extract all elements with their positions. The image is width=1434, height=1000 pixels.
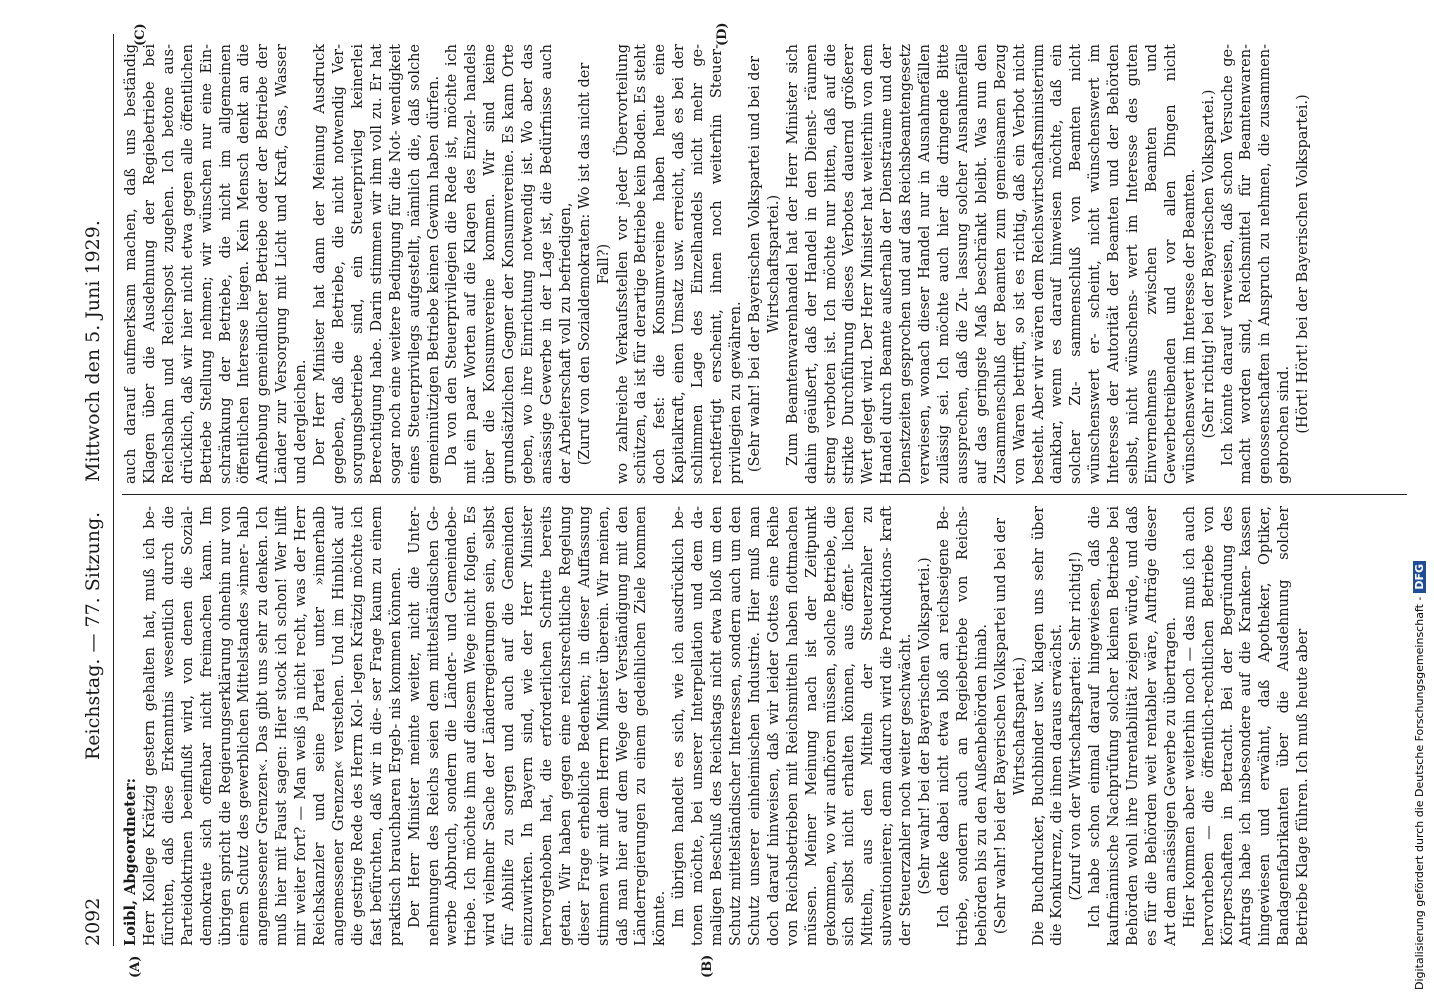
interjection: (Zuruf von der Wirtschaftspartei: Sehr richtig!) <box>1068 551 1085 901</box>
dfg-logo: DFG <box>1413 561 1426 593</box>
digitization-watermark <box>1412 0 1434 1000</box>
paragraph: Der Herr Minister meinte weiter, nicht die Unter- nehmungen des Reichs seien dem mittelständischen Ge- werbe Abbruch, sondern die Länder- und Gemeindebe- triebe. Ich möchte ihm auf diesem Wege nicht folgen. Es wird vielmehr Sache der Länderregierungen sein, selbst für Abhilfe zu sorgen und auch auf die Gemeinden einzuwirken. In Bayern sind, wie der Herr Minister hervorgehoben hat, die erforderlichen Schritte bereits getan. Wir haben gegen eine reichsrechtliche Regelung dieser Frage erhebliche Bedenken; in dieser Auffassung stimmen wir mit dem Herrn Minister überein. Wir meinen, daß man hier auf dem Wege der Verständigung mit den Länderregierungen zu einem gedeihlichen Ziele kommen könnte. <box>406 506 669 946</box>
column-divider <box>122 494 1407 495</box>
paragraph: Im übrigen handelt es sich, wie ich ausdrücklich be- tonen möchte, bei unserer Interpellation und dem da- maligen Beschluß des Reichstags nicht etwa bloß um den Schutz mittelständischer Interessen, sondern auch um den Schutz unserer einheimischen Industrie. Hier muß man doch darauf hinweisen, daß wir leider Gottes eine Reihe von Reichsbetrieben mit Reichsmitteln haben flottmachen müssen. Meiner Meinung nach ist der Zeitpunkt gekommen, wo wir aufhören müssen, solche Betriebe, die sich selbst nicht erhalten können, aus öffent- lichen Mitteln, aus den Mitteln der Steuerzahler zu subventionieren; denn dadurch wird die Produktions- kraft der Steuerzahler noch weiter geschwächt. <box>671 506 915 946</box>
interjection: (Sehr wahr! bei der Bayerischen Volkspartei.) <box>917 557 934 895</box>
margin-mark-d: (D) <box>715 22 730 46</box>
header-rule <box>113 34 114 946</box>
right-running-title: Mittwoch den 5. Juni 1929. <box>82 220 104 482</box>
paragraph: Hier kommen aber weiterhin noch — das muß ich auch hervorheben — die öffentlich-rechtlichen Betriebe von Körperschaften in Betracht. Bei der Begründung des Antrags habe ich insbesondere auf die Kranken- kassen hingewiesen und erwähnt, daß Apotheker, Optiker, Bandagenfabrikanten über die Ausdehnung solcher Betriebe Klage führen. Ich muß heute aber <box>1181 506 1312 946</box>
interjection: (Sehr wahr! bei der Bayerischen Volkspartei und bei der Wirtschaftspartei.) <box>746 55 782 473</box>
paragraph: Der Herr Minister hat dann der Meinung Ausdruck gegeben, daß die Betriebe, die nicht notwendig Ver- sorgungsbetriebe sind, ein Steuerprivileg keinerlei Berechtigung habe. Darin stimmen wir ihm voll zu. Er hat sogar noch eine weitere Bedingung für die Not- wendigkeit eines Steuerprivilegs aufgestellt, nämlich die, daß solche gemeinnützigen Betriebe keinen Gewinn haben dürfen. <box>312 44 442 484</box>
margin-mark-c: (C) <box>133 23 148 46</box>
paragraph: auch darauf aufmerksam machen, daß uns beständig Klagen über die Ausdehnung der Regiebetriebe bei Reichsbahn und Reichspost zugehen. Ich betone aus- drücklich, daß wir hier nicht etwa gegen alle öffentlichen Betriebe Stellung nehmen; wir wünschen nur eine Ein- schränkung der Betriebe, die nicht im allgemeinen öffentlichen Interesse liegen. Kein Mensch denkt an die Aufhebung gemeindlicher Betriebe oder der Betriebe der Länder zur Versorgung mit Licht und Kraft, Gas, Wasser und dergleichen. <box>123 44 310 484</box>
paragraph: Herr Kollege Krätzig gestern gehalten hat, muß ich be- fürchten, daß diese Erkenntnis wesentlich durch die Parteidoktrinen beeinflußt wird, von denen die Sozial- demokratie sich offenbar nicht freimachen kann. Im übrigen spricht die Regierungserklärung ohnehin nur von einem Schutz des gewerblichen Mittelstandes »inner- halb angemessener Grenzen«. Das gibt uns sehr zu denken. Ich muß hier mit Faust sagen: Hier stock ich schon! Wer hilft mir weiter fort? — Man weiß ja nicht recht, was der Herr Reichskanzler und seine Partei unter »innerhalb angemessener Grenzen« verstehen. Und im Hinblick auf die gestrige Rede des Herrn Kol- legen Krätzig möchte ich fast befürchten, daß wir in die- ser Frage kaum zu einem praktisch brauchbaren Ergeb- nis kommen können. <box>141 506 404 946</box>
paragraph: Zum Beamtenwarenhandel hat der Herr Minister sich dahin geäußert, daß der Handel in den Dienst- räumen streng verboten ist. Ich möchte nur bitten, daß auf die strikte Durchführung dieses Verbotes dauernd größerer Wert gelegt wird. Der Herr Minister hat weiterhin von dem Handel durch Beamte außerhalb der Diensträume und der Dienstzeiten gesprochen und auf das Reichsbeamtengesetz verwiesen, wonach dieser Handel nur in Ausnahmefällen zulässig sei. Ich möchte auch hier die dringende Bitte aussprechen, daß die Zu- lassung solcher Ausnahmefälle auf das geringste Maß beschränkt bleibt. Was nun den Zusammenschluß der Beamten zum gemeinsamen Bezug von Waren betrifft, so ist es richtig, daß ein Verbot nicht besteht. Aber wir wären dem Reichswirtschaftsministerium dankbar, wenn es darauf hinweisen möchte, daß ein solcher Zu- sammenschluß von Beamten nicht wünschenswert er- scheint, nicht wünschenswert im Interesse der Autorität der Beamten und der Behörden selbst, nicht wünschens- wert im Interesse des guten Einvernehmens zwischen Beamten und Gewerbetreibenden und vor allen Dingen nicht wünschenswert im Interesse der Beamten. <box>784 44 1198 484</box>
interjection: (Zuruf von den Sozialdemokraten: Wo ist das nicht der Fall?) <box>576 62 612 466</box>
paragraph: wo zahlreiche Verkaufsstellen vor jeder Übervorteilung schützen, da ist für derartige Betriebe kein Boden. Es steht doch fest: die Konsumvereine haben heute eine Kapitalkraft, einen Umsatz usw. erreicht, daß es bei der schlimmen Lage des Einzelhandels nicht mehr ge- rechtfertigt erscheint, ihnen noch weiterhin Steuer- privilegien zu gewähren. <box>614 44 744 484</box>
left-running-title: Reichstag. — 77. Sitzung. <box>82 511 104 760</box>
paragraph: Die Buchdrucker, Buchbinder usw. klagen uns sehr über die Konkurrenz, die ihnen daraus erwächst. <box>1030 506 1066 946</box>
left-text-column <box>122 506 1412 946</box>
interjection: (Sehr wahr! bei der Bayerischen Volkspartei und bei der Wirtschaftspartei.) <box>992 517 1028 935</box>
margin-mark-b: (B) <box>700 954 715 978</box>
page-number: 2092 <box>82 897 104 946</box>
paragraph: Da von den Steuerprivilegien die Rede ist, möchte ich mit ein paar Worten auf die Klagen des Einzel- handels über die Konsumvereine kommen. Wir sind keine grundsätzlichen Gegner der Konsumvereine. Es kann Orte geben, wo ihre Einrichtung notwendig ist. Wo aber das ansässige Gewerbe in der Lage ist, die Bedürfnisse auch der Arbeiterschaft voll zu befriedigen, <box>444 44 574 484</box>
paragraph: Ich denke dabei nicht etwa bloß an reichseigene Be- triebe, sondern auch an Regiebetriebe von Reichs- behörden bis zu den Außenbehörden hinab. <box>935 506 990 946</box>
watermark-text: Digitalisierung gefördert durch die Deutsche Forschungsgemeinschaft - <box>1413 596 1426 990</box>
interjection: (Sehr richtig! bei der Bayerischen Volkspartei.) <box>1200 89 1217 439</box>
interjection: (Hört! Hört! bei der Bayerischen Volkspartei.) <box>1295 94 1312 434</box>
right-text-column <box>122 44 1412 484</box>
paragraph: Ich könnte darauf verweisen, daß schon Versuche ge- macht worden sind, Reichsmittel für Beamtenwaren- genossenschaften in Anspruch zu nehmen, die zusammen- gebrochen sind. <box>1219 44 1293 484</box>
paragraph: Ich habe schon einmal darauf hingewiesen, daß die kaufmännische Nachprüfung solcher kleinen Betriebe bei Behörden wohl ihre Unrentabilität zeigen würde, und daß es für die Behörden weit rentabler wäre, Aufträge dieser Art dem ansässigen Gewerbe zu übertragen. <box>1087 506 1179 946</box>
speaker-line: Loibl, Abgeordneter: <box>122 777 139 946</box>
margin-mark-a: (A) <box>128 955 143 978</box>
